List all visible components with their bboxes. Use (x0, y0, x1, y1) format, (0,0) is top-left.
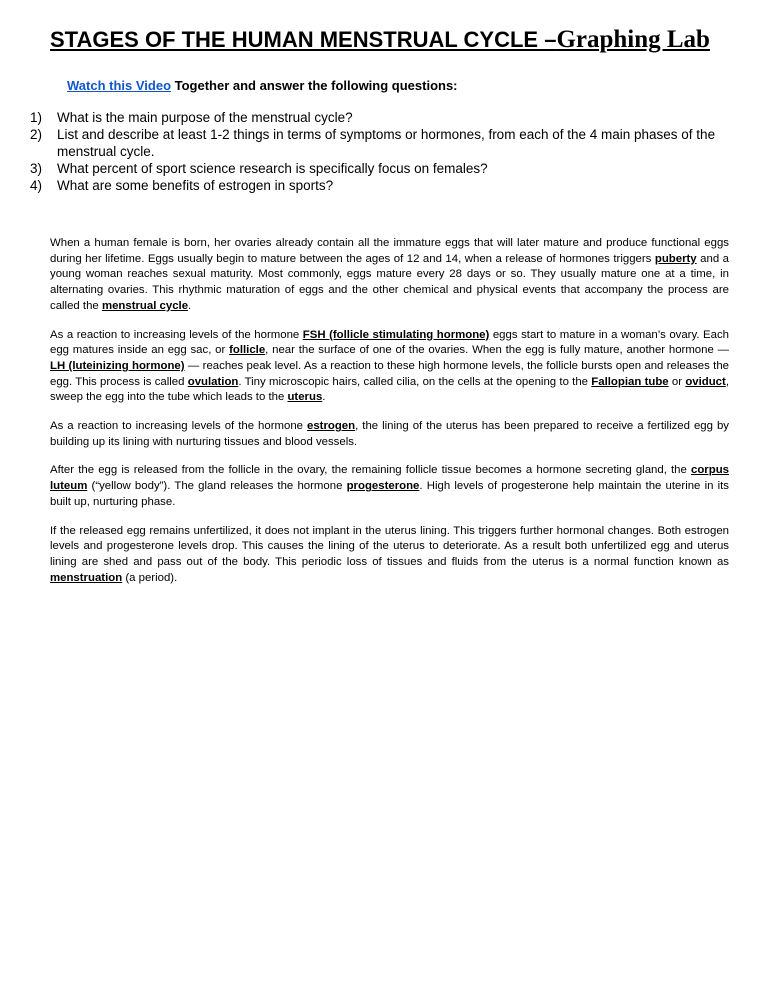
paragraph-text: or (668, 375, 686, 388)
paragraph-text: , sweep the egg into the tube which leads to the (50, 375, 729, 404)
key-term: Fallopian tube (591, 375, 669, 388)
paragraph-text: , the lining of the uterus has been prepared to receive a fertilized egg by building up its lining with nurturing tissues and blood vessels. (50, 420, 730, 448)
video-instruction-text: Together and answer the following questions: (171, 78, 458, 93)
paragraph-text: and a young woman reaches sexual maturity. Most commonly, eggs mature every 28 days or so. They usually mature one at a time, in alternating ovaries. This rhythmic maturation of eggs and the other chemical and physical events that accompany the process are called the (50, 252, 729, 312)
key-term: uterus (287, 391, 323, 404)
question-list (30, 109, 750, 194)
paragraph-text: When a human female is born, her ovaries already contain all the immature eggs that will later mature and produce functional eggs during her lifetime. Eggs usually begin to mature between the ages of 12 and 14, when a release of hormones triggers (50, 237, 729, 265)
key-term: FSH (follicle stimulating hormone) (302, 328, 490, 341)
body-paragraph (50, 419, 729, 450)
paragraph-text: After the egg is released from the follicle in the ovary, the remaining follicle tissue becomes a hormone secreting gland, the (50, 464, 692, 477)
question-number: 2) (30, 127, 43, 142)
body-paragraph (50, 524, 729, 587)
key-term: ovulation (187, 375, 239, 388)
key-term: LH (luteinizing hormone) (50, 359, 185, 372)
body-paragraph (50, 463, 729, 510)
key-term: follicle (229, 344, 266, 357)
key-term: menstrual cycle (101, 299, 189, 312)
key-term: corpus luteum (50, 464, 729, 493)
key-term: puberty (654, 252, 697, 265)
paragraph-text: . High levels of progesterone help maintain the uterine in its built up, nurturing phase. (50, 480, 729, 508)
paragraph-text: (a period). (122, 571, 178, 584)
question-item (30, 177, 750, 194)
question-text: List and describe at least 1-2 things in terms of symptoms or hormones, from each of the 4 main phases of the menstrual cycle. (57, 127, 716, 159)
question-text: What is the main purpose of the menstrual cycle? (57, 110, 353, 125)
question-number: 4) (30, 178, 43, 193)
paragraph-text: . (188, 299, 192, 312)
key-term: estrogen (307, 420, 356, 433)
title-suffix: Graphing Lab (556, 26, 710, 53)
body-paragraph (50, 328, 729, 407)
page-title (50, 26, 710, 54)
video-instruction (67, 78, 458, 93)
paragraph-text: If the released egg remains unfertilized, it does not implant in the uterus lining. This triggers further hormonal changes. Both estrogen levels and progesterone levels drop. This causes the lining of the uterus to deteriorate. As a result both unfertilized egg and uterus lining are shed and pass out of the body. This periodic loss of tissues and fluids from the uterus is a normal function known as (50, 524, 729, 568)
question-text: What are some benefits of estrogen in sports? (57, 178, 334, 193)
body-paragraph (50, 236, 729, 315)
watch-video-link[interactable]: Watch this Video (67, 78, 172, 93)
body-text (50, 236, 729, 599)
title-main: STAGES OF THE HUMAN MENSTRUAL CYCLE – (50, 27, 557, 52)
question-number: 1) (30, 110, 43, 125)
question-item (30, 109, 750, 126)
paragraph-text: . Tiny microscopic hairs, called cilia, on the cells at the opening to the (238, 375, 592, 388)
key-term: oviduct (685, 375, 726, 388)
paragraph-text: As a reaction to increasing levels of the hormone (50, 420, 307, 433)
question-item (30, 126, 750, 160)
question-number: 3) (30, 161, 43, 176)
paragraph-text: . (322, 391, 326, 404)
key-term: menstruation (50, 571, 123, 584)
question-item (30, 160, 750, 177)
paragraph-text: As a reaction to increasing levels of the hormone (50, 328, 303, 341)
paragraph-text: (“yellow body”). The gland releases the hormone (87, 480, 347, 493)
question-text: What percent of sport science research is specifically focus on females? (57, 161, 488, 176)
paragraph-text: , near the surface of one of the ovaries. When the egg is fully mature, another hormone — (265, 344, 729, 357)
paragraph-text: — reaches peak level. As a reaction to these high hormone levels, the follicle bursts open and releases the egg. This process is called (50, 359, 730, 388)
paragraph-text: eggs start to mature in a woman’s ovary. Each egg matures inside an egg sac, or (50, 328, 729, 357)
key-term: progesterone (346, 480, 420, 493)
